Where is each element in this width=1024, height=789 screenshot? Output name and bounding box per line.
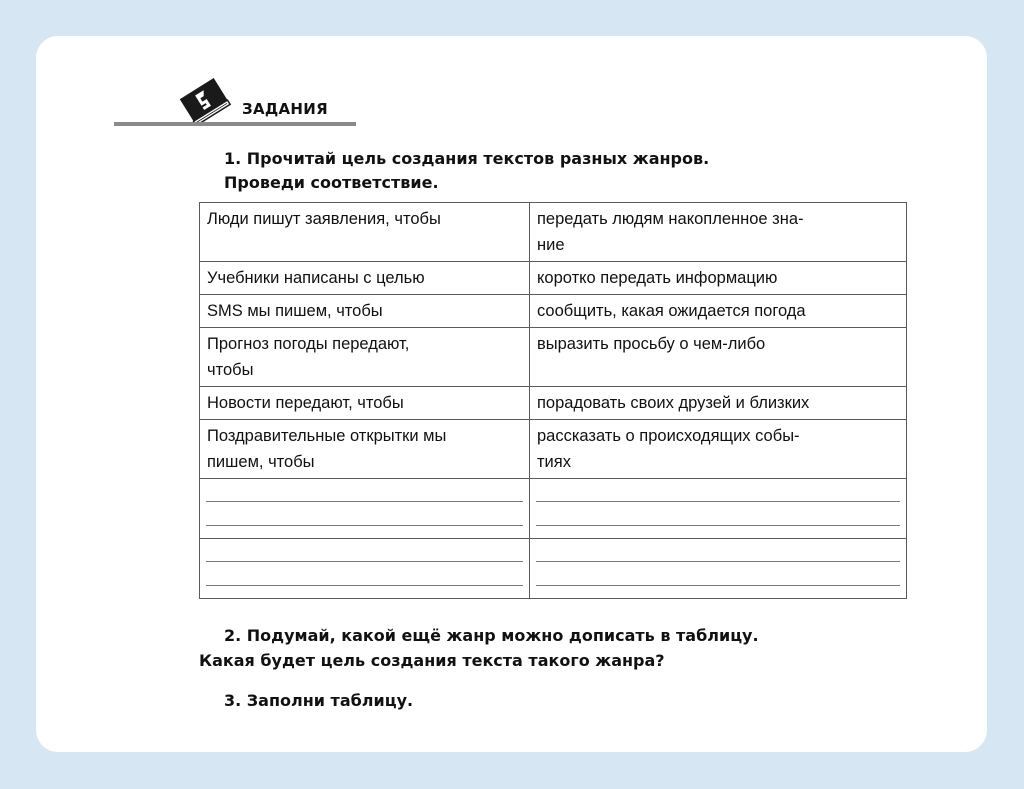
table-cell-beginning: Учебники написаны с целью bbox=[200, 262, 530, 295]
section-heading bbox=[114, 76, 356, 128]
writing-line bbox=[536, 525, 900, 526]
task-1-line-2: Проведи соответствие. bbox=[224, 173, 439, 192]
table-row bbox=[200, 262, 907, 295]
writing-line bbox=[536, 501, 900, 502]
blank-answer-cell[interactable] bbox=[530, 539, 907, 599]
table-cell-purpose: коротко передать информацию bbox=[530, 262, 907, 295]
table-row bbox=[200, 203, 907, 262]
table-row bbox=[200, 387, 907, 420]
table-cell-beginning: Прогноз погоды передают, чтобы bbox=[200, 328, 530, 387]
task-2-line-1: 2. Подумай, какой ещё жанр можно дописать в таблицу. bbox=[224, 626, 759, 645]
writing-line bbox=[206, 561, 523, 562]
heading-underline bbox=[114, 122, 356, 126]
table-cell-beginning: Поздравительные открытки мы пишем, чтобы bbox=[200, 420, 530, 479]
table-cell-beginning: SMS мы пишем, чтобы bbox=[200, 295, 530, 328]
table-row bbox=[200, 328, 907, 387]
table-cell-purpose: сообщить, какая ожидается погода bbox=[530, 295, 907, 328]
table-cell-purpose: передать людям накопленное зна- ние bbox=[530, 203, 907, 262]
section-title: ЗАДАНИЯ bbox=[242, 100, 328, 118]
writing-line bbox=[536, 585, 900, 586]
table-row bbox=[200, 295, 907, 328]
blank-answer-cell[interactable] bbox=[200, 479, 530, 539]
blank-table-row bbox=[200, 479, 907, 539]
table-cell-purpose: рассказать о происходящих собы- тиях bbox=[530, 420, 907, 479]
blank-answer-cell[interactable] bbox=[200, 539, 530, 599]
matching-table bbox=[199, 202, 907, 599]
task-1-line-1: 1. Прочитай цель создания текстов разных жанров. bbox=[224, 149, 710, 168]
table-cell-beginning: Новости передают, чтобы bbox=[200, 387, 530, 420]
table-cell-purpose: порадовать своих друзей и близких bbox=[530, 387, 907, 420]
table-cell-beginning: Люди пишут заявления, чтобы bbox=[200, 203, 530, 262]
writing-line bbox=[206, 585, 523, 586]
book-icon bbox=[174, 76, 236, 124]
blank-table-row bbox=[200, 539, 907, 599]
task-3-instruction: 3. Заполни таблицу. bbox=[224, 691, 414, 710]
task-2-line-2: Какая будет цель создания текста такого жанра? bbox=[199, 651, 665, 670]
blank-answer-cell[interactable] bbox=[530, 479, 907, 539]
task-1-instruction bbox=[224, 147, 709, 195]
writing-line bbox=[536, 561, 900, 562]
table-cell-purpose: выразить просьбу о чем-либо bbox=[530, 328, 907, 387]
writing-line bbox=[206, 525, 523, 526]
writing-line bbox=[206, 501, 523, 502]
table-row bbox=[200, 420, 907, 479]
